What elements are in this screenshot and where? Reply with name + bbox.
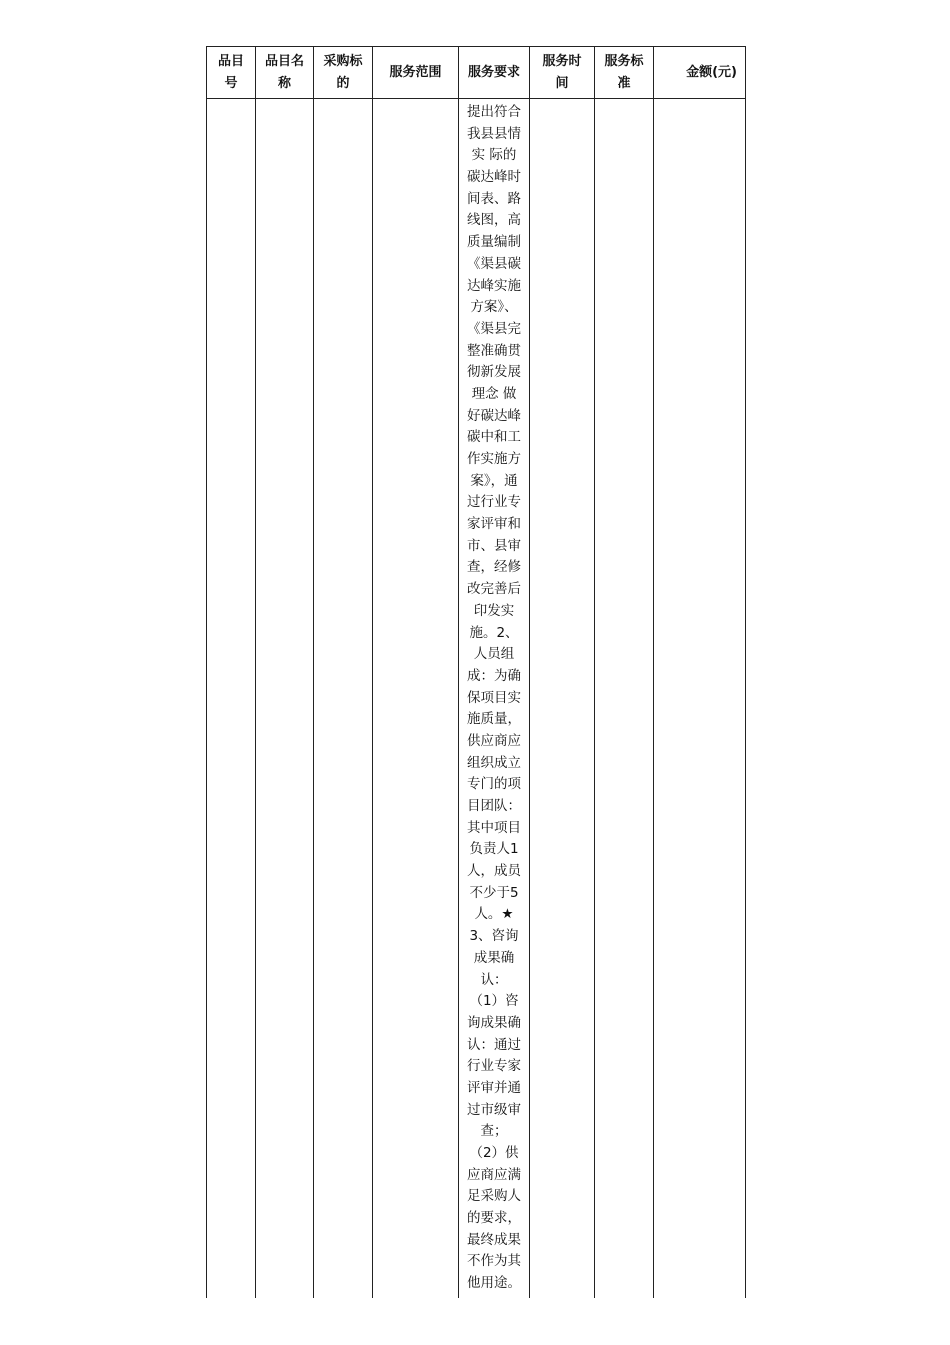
requirement-text-line: 作实施方 [467,451,521,467]
requirement-text-line: 案》，通 [470,472,518,489]
requirement-text-line: 达峰实施 [467,277,521,294]
table-border-left [206,46,207,1298]
requirement-text-line: 成果确 [473,949,515,966]
requirement-text-line: 供应商应 [467,732,521,749]
requirement-text-line: 我县县情 [467,125,521,142]
requirement-text-line: 最终成果 [467,1231,521,1248]
requirement-text-line: 负责人1 [469,841,519,858]
requirement-text-line: 提出符合 [467,104,521,120]
table-border-right [745,46,746,1298]
requirement-text-line: 他用途。 [467,1275,521,1292]
header-procurement-subject: 采购标 的 [323,54,363,91]
requirement-text-line: 查； [480,1123,508,1140]
requirement-text-line: 成：为确 [467,667,521,684]
requirement-text-line: （2）供 [469,1145,519,1161]
procurement-table [206,46,746,1298]
service-requirements-cell [459,100,529,1295]
requirement-text-line: 市、县审 [467,537,521,554]
requirement-text-line: 应商应满 [467,1166,521,1183]
requirement-text-line: 保项目实 [467,689,521,706]
requirement-text-line: 施质量， [467,711,521,728]
requirement-text-line: 行业专家 [467,1058,521,1075]
requirement-text-line: 评审并通 [467,1079,521,1096]
requirement-text-line: 人员组 [473,646,515,663]
requirement-text-line: 《渠县碳 [467,255,521,272]
requirement-text-line: 其中项目 [467,819,521,836]
requirement-text-line: 询成果确 [467,1014,521,1031]
requirement-text-line: 整准确贯 [467,342,521,359]
column-divider [372,46,373,1298]
column-divider [255,46,256,1298]
requirement-text-line: 查，经修 [467,559,521,576]
column-divider [529,46,530,1298]
header-service-scope: 服务范围 [389,65,442,80]
requirement-text-line: 印发实 [473,602,515,619]
requirement-text-line: 方案》、 [470,299,518,316]
requirement-text-line: 实 际的 [471,147,517,164]
requirement-text-line: 施。2、 [469,624,519,641]
requirement-text-line: 组织成立 [467,754,521,771]
header-service-requirements: 服务要求 [467,65,520,80]
requirement-text-line: 改完善后 [467,581,521,598]
requirement-text-line: 不少于5 [469,884,519,901]
requirement-text-line: 3、咨询 [469,928,519,945]
requirement-text-line: 目团队： [467,798,521,814]
requirement-text-line: 线图，高 [467,212,521,229]
header-service-standard: 服务标 准 [604,54,644,91]
requirement-text-line: 认： [480,971,508,988]
requirement-text-line: （1）咨 [469,993,519,1010]
requirement-text-line: 碳中和工 [467,429,521,446]
requirement-text-line: 质量编制 [467,234,521,251]
requirement-text-line: 过行业专 [467,494,521,511]
requirement-text-line: 足采购人 [467,1188,521,1205]
requirement-text-line: 碳达峰时 [467,169,521,186]
requirement-text-line: 彻新发展 [467,364,521,381]
requirement-text-line: 间表、路 [467,190,521,207]
requirement-text-line: 人，成员 [467,863,521,880]
requirement-text-line: 《渠县完 [467,320,521,337]
requirement-text-line: 家评审和 [467,516,521,533]
header-amount: 金额(元) [686,65,737,80]
column-divider [653,46,654,1298]
requirement-text-line: 不作为其 [467,1253,521,1270]
requirement-text-line: 专门的项 [467,776,521,793]
requirement-text-line: 理念 做 [471,385,517,402]
requirement-text-line: 认：通过 [467,1036,521,1053]
requirement-text-line: 好碳达峰 [467,407,521,424]
requirement-text-line: 的要求， [467,1210,521,1227]
header-service-time: 服务时 间 [542,54,582,91]
requirement-text-line: 过市级审 [467,1101,521,1118]
requirement-text-line: 人。★ [474,906,514,923]
column-divider [313,46,314,1298]
header-item-number: 品目 号 [217,54,244,91]
header-item-name: 品目名 称 [264,54,304,91]
column-divider [594,46,595,1298]
